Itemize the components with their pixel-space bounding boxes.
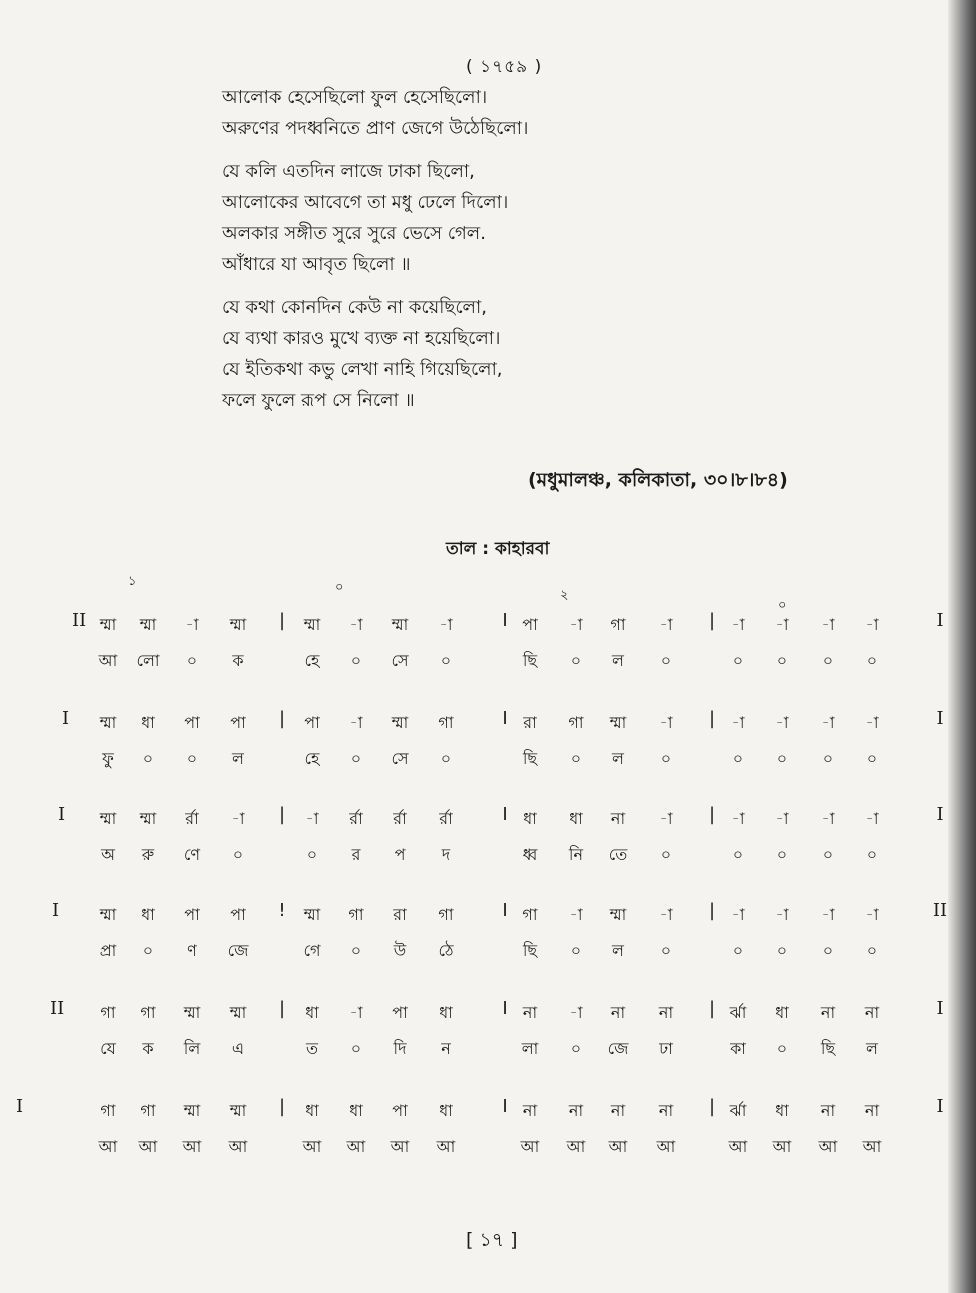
note-cell: ম্মা (609, 713, 627, 732)
lyric-cell: ০ (776, 941, 788, 960)
lyric-cell: আ (228, 1137, 248, 1156)
poem-line: যে ইতিকথা কভু লেখা নাহি গিয়েছিলো, (222, 359, 503, 380)
note-cell: ধা (569, 809, 583, 828)
lyric-cell: নি (568, 845, 584, 864)
note-cell: রা (393, 905, 407, 924)
note-cell: ধা (305, 1101, 319, 1120)
note-cell: ম্মা (139, 615, 157, 634)
poem-line: আলোক হেসেছিলো ফুল হেসেছিলো। (222, 87, 488, 108)
note-cell: র্রা (393, 809, 407, 828)
lyric-cell: ছি (820, 1039, 836, 1058)
lyric-cell: আ (182, 1137, 202, 1156)
note-cell: -া (731, 905, 745, 924)
bar-line: I (502, 998, 508, 1019)
bar-line: ! (278, 900, 286, 921)
note-cell: না (658, 1003, 674, 1022)
poem-line: আলোকের আবেগে তা মধু ঢেলে দিলো। (222, 192, 509, 213)
lyric-cell: ণ (187, 941, 197, 960)
note-cell: ম্মা (139, 809, 157, 828)
note-cell: ম্মা (229, 1101, 247, 1120)
bar-line: | (278, 708, 286, 729)
lyric-cell: হে (304, 749, 320, 768)
bar-line: | (708, 998, 716, 1019)
note-cell: -া (231, 809, 245, 828)
note-cell: -া (569, 615, 583, 634)
lyric-cell: ছি (522, 941, 538, 960)
note-cell: পা (230, 713, 246, 732)
lyric-cell: দ (441, 845, 451, 864)
notation-row (0, 612, 976, 682)
lyric-cell: আ (862, 1137, 882, 1156)
note-cell: না (864, 1101, 880, 1120)
lyric-cell: আ (436, 1137, 456, 1156)
poem-stanza (222, 156, 528, 280)
row-end-mark: II (932, 900, 948, 921)
note-cell: ম্মা (99, 713, 117, 732)
lyric-cell: ন (441, 1039, 451, 1058)
lyric-cell: ০ (570, 651, 582, 670)
note-cell: -া (659, 905, 673, 924)
lyric-cell: ছি (522, 651, 538, 670)
bar-line: | (708, 900, 716, 921)
bar-line: I (502, 708, 508, 729)
lyric-cell: ০ (776, 1039, 788, 1058)
lyric-cell: ফু (102, 749, 114, 768)
beat-mark-4: ০ (778, 598, 787, 613)
lyric-cell: ০ (440, 651, 452, 670)
source-citation: (মধুমালঞ্চ, কলিকাতা, ৩০।৮।৮৪) (528, 469, 788, 491)
note-cell: না (864, 1003, 880, 1022)
lyric-cell: আ (346, 1137, 366, 1156)
lyric-cell: লো (136, 651, 160, 670)
lyric-cell: ০ (142, 749, 154, 768)
note-cell: না (658, 1101, 674, 1120)
lyric-cell: সে (391, 651, 409, 670)
bar-line: | (708, 1096, 716, 1117)
note-cell: -া (659, 809, 673, 828)
note-cell: -া (775, 615, 789, 634)
lyric-cell: অ (101, 845, 115, 864)
row-start-mark: I (58, 804, 66, 825)
lyric-cell: ধ্ব (522, 845, 538, 864)
lyric-cell: রু (141, 845, 155, 864)
lyric-cell: ০ (866, 651, 878, 670)
lyric-cell: ০ (732, 749, 744, 768)
lyric-cell: ছি (522, 749, 538, 768)
lyric-cell: ০ (350, 651, 362, 670)
lyric-cell: ০ (660, 845, 672, 864)
note-cell: -া (775, 905, 789, 924)
lyric-cell: আ (608, 1137, 628, 1156)
note-cell: -া (349, 615, 363, 634)
note-cell: -া (821, 713, 835, 732)
bar-line: | (278, 804, 286, 825)
note-cell: -া (821, 905, 835, 924)
note-cell: গা (348, 905, 364, 924)
note-cell: না (568, 1101, 584, 1120)
lyric-cell: ০ (440, 749, 452, 768)
note-cell: পা (304, 713, 320, 732)
note-cell: -া (731, 615, 745, 634)
notation-row (0, 806, 976, 876)
row-end-mark: I (936, 708, 944, 729)
note-cell: গা (568, 713, 584, 732)
row-end-mark: I (936, 610, 944, 631)
note-cell: ম্মা (391, 615, 409, 634)
note-cell: গা (610, 615, 626, 634)
beat-mark-2: ০ (335, 580, 344, 595)
note-cell: ধা (349, 1101, 363, 1120)
note-cell: ম্মা (183, 1003, 201, 1022)
lyric-cell: ০ (350, 1039, 362, 1058)
lyric-cell: কা (730, 1039, 746, 1058)
lyric-cell: আ (818, 1137, 838, 1156)
note-cell: পা (230, 905, 246, 924)
note-cell: ধা (775, 1003, 789, 1022)
note-cell: -া (865, 905, 879, 924)
note-cell: ম্মা (183, 1101, 201, 1120)
poem-line: ফলে ফুলে রূপ সে নিলো ॥ (222, 390, 415, 411)
note-cell: না (820, 1003, 836, 1022)
lyric-cell: ০ (186, 749, 198, 768)
lyric-cell: ০ (570, 1039, 582, 1058)
notation-row (0, 1098, 976, 1168)
lyric-cell: গে (303, 941, 321, 960)
row-end-mark: I (936, 1096, 944, 1117)
lyric-cell: জে (227, 941, 249, 960)
lyric-cell: ০ (732, 845, 744, 864)
note-cell: -া (659, 615, 673, 634)
lyric-cell: ০ (232, 845, 244, 864)
lyric-cell: ০ (660, 749, 672, 768)
lyric-cell: এ (231, 1039, 245, 1058)
lyric-cell: ০ (660, 941, 672, 960)
lyric-cell: ০ (570, 941, 582, 960)
note-cell: না (610, 809, 626, 828)
lyric-cell: আ (656, 1137, 676, 1156)
bar-line: | (278, 1096, 286, 1117)
note-cell: পা (392, 1101, 408, 1120)
note-cell: ম্মা (99, 905, 117, 924)
note-cell: ধা (439, 1101, 453, 1120)
bar-line: | (708, 804, 716, 825)
lyric-cell: আ (138, 1137, 158, 1156)
note-cell: -া (439, 615, 453, 634)
lyric-cell: আ (390, 1137, 410, 1156)
lyric-cell: ০ (660, 651, 672, 670)
lyric-cell: ০ (866, 845, 878, 864)
lyric-cell: ঢা (659, 1039, 673, 1058)
notation-row (0, 902, 976, 972)
note-cell: ধা (523, 809, 537, 828)
note-cell: -া (775, 809, 789, 828)
note-cell: -া (821, 809, 835, 828)
lyric-cell: লা (521, 1039, 539, 1058)
beat-mark-1: ১ (128, 574, 137, 589)
lyric-cell: তে (608, 845, 628, 864)
row-start-mark: I (62, 708, 70, 729)
note-cell: র্রা (439, 809, 453, 828)
lyric-cell: আ (520, 1137, 540, 1156)
notation-row (0, 710, 976, 780)
poem-line: যে কলি এতদিন লাজে ঢাকা ছিলো, (222, 161, 475, 182)
note-cell: -া (731, 713, 745, 732)
lyric-cell: ০ (776, 749, 788, 768)
note-cell: -া (775, 713, 789, 732)
lyric-cell: ০ (350, 941, 362, 960)
poem-line: অলকার সঙ্গীত সুরে সুরে ভেসে গেল. (222, 223, 486, 244)
bar-line: | (278, 610, 286, 631)
note-cell: ধা (439, 1003, 453, 1022)
poem-line: যে কথা কোনদিন কেউ না কয়েছিলো, (222, 297, 487, 318)
note-cell: -া (731, 809, 745, 828)
lyric-cell: ০ (732, 651, 744, 670)
lyric-cell: ০ (186, 651, 198, 670)
note-cell: না (522, 1101, 538, 1120)
note-cell: ম্মা (229, 1003, 247, 1022)
note-cell: ম্মা (99, 615, 117, 634)
note-cell: ধা (141, 905, 155, 924)
note-cell: রা (523, 713, 537, 732)
note-cell: গা (522, 905, 538, 924)
bar-line: I (502, 900, 508, 921)
note-cell: পা (392, 1003, 408, 1022)
poem-line: আঁধারে যা আবৃত ছিলো ॥ (222, 254, 411, 275)
lyric-cell: ০ (350, 749, 362, 768)
page-header: ( ১৭৫৯ ) (466, 57, 543, 77)
bar-line: I (502, 804, 508, 825)
note-cell: পা (184, 905, 200, 924)
bar-line: | (708, 610, 716, 631)
note-cell: ম্মা (229, 615, 247, 634)
poem-stanza (222, 292, 528, 416)
note-cell: -া (569, 905, 583, 924)
bar-line: I (502, 610, 508, 631)
row-start-mark: II (50, 998, 65, 1019)
poem-line: অরুণের পদধ্বনিতে প্রাণ জেগে উঠেছিলো। (222, 118, 529, 139)
lyric-cell: আ (302, 1137, 322, 1156)
note-cell: পা (522, 615, 538, 634)
lyric-cell: ০ (776, 845, 788, 864)
lyric-cell: ল (612, 941, 624, 960)
note-cell: ধা (305, 1003, 319, 1022)
lyric-cell: ০ (822, 845, 834, 864)
note-cell: ম্মা (609, 905, 627, 924)
poem (222, 82, 528, 428)
tala-heading: তাল : কাহারবা (446, 539, 550, 559)
lyric-cell: ঠে (438, 941, 454, 960)
beat-mark-3: ২ (560, 588, 569, 603)
note-cell: না (610, 1101, 626, 1120)
lyric-cell: লি (183, 1039, 201, 1058)
lyric-cell: সে (391, 749, 409, 768)
lyric-cell: ক (232, 651, 244, 670)
lyric-cell: প (394, 845, 406, 864)
lyric-cell: আ (98, 651, 118, 670)
note-cell: গা (140, 1101, 156, 1120)
note-cell: -া (185, 615, 199, 634)
note-cell: র্রা (349, 809, 363, 828)
lyric-cell: ০ (822, 651, 834, 670)
lyric-cell: ক (142, 1039, 154, 1058)
note-cell: ম্মা (303, 905, 321, 924)
lyric-cell: আ (98, 1137, 118, 1156)
lyric-cell: আ (772, 1137, 792, 1156)
row-end-mark: I (936, 804, 944, 825)
note-cell: গা (140, 1003, 156, 1022)
lyric-cell: ০ (570, 749, 582, 768)
lyric-cell: র (351, 845, 361, 864)
lyric-cell: দি (393, 1039, 407, 1058)
page-number: [ ১৭ ] (466, 1229, 518, 1251)
lyric-cell: জে (607, 1039, 629, 1058)
note-cell: না (820, 1101, 836, 1120)
lyric-cell: ত (305, 1039, 318, 1058)
note-cell: -া (821, 615, 835, 634)
note-cell: গা (438, 713, 454, 732)
note-cell: ধা (775, 1101, 789, 1120)
lyric-cell: আ (728, 1137, 748, 1156)
lyric-cell: ল (232, 749, 244, 768)
note-cell: র্রা (185, 809, 199, 828)
note-cell: -া (865, 615, 879, 634)
note-cell: -া (305, 809, 319, 828)
bar-line: | (278, 998, 286, 1019)
note-cell: -া (349, 1003, 363, 1022)
note-cell: না (522, 1003, 538, 1022)
lyric-cell: ০ (776, 651, 788, 670)
note-cell: -া (569, 1003, 583, 1022)
lyric-cell: ল (612, 651, 624, 670)
lyric-cell: হে (304, 651, 320, 670)
note-cell: র্ঝা (729, 1003, 747, 1022)
lyric-cell: ০ (306, 845, 318, 864)
lyric-cell: ল (866, 1039, 878, 1058)
lyric-cell: ০ (822, 749, 834, 768)
note-cell: গা (100, 1101, 116, 1120)
notation-row (0, 1000, 976, 1070)
note-cell: -া (349, 713, 363, 732)
poem-stanza (222, 82, 528, 144)
note-cell: ম্মা (303, 615, 321, 634)
lyric-cell: ০ (866, 941, 878, 960)
lyric-cell: ০ (866, 749, 878, 768)
lyric-cell: ল (612, 749, 624, 768)
row-end-mark: I (936, 998, 944, 1019)
note-cell: -া (659, 713, 673, 732)
lyric-cell: ০ (142, 941, 154, 960)
note-cell: ধা (141, 713, 155, 732)
note-cell: গা (438, 905, 454, 924)
note-cell: -া (865, 713, 879, 732)
lyric-cell: ০ (822, 941, 834, 960)
row-start-mark: I (16, 1096, 24, 1117)
note-cell: ম্মা (391, 713, 409, 732)
note-cell: গা (100, 1003, 116, 1022)
note-cell: ম্মা (99, 809, 117, 828)
row-start-mark: I (52, 900, 60, 921)
poem-line: যে ব্যথা কারও মুখে ব্যক্ত না হয়েছিলো। (222, 328, 501, 349)
lyric-cell: ণে (183, 845, 201, 864)
lyric-cell: প্রা (99, 941, 117, 960)
note-cell: -া (865, 809, 879, 828)
lyric-cell: যে (100, 1039, 116, 1058)
note-cell: না (610, 1003, 626, 1022)
bar-line: I (502, 1096, 508, 1117)
note-cell: র্ঝা (729, 1101, 747, 1120)
lyric-cell: ০ (732, 941, 744, 960)
lyric-cell: উ (393, 941, 407, 960)
note-cell: পা (184, 713, 200, 732)
row-start-mark: II (72, 610, 87, 631)
lyric-cell: আ (566, 1137, 586, 1156)
bar-line: | (708, 708, 716, 729)
